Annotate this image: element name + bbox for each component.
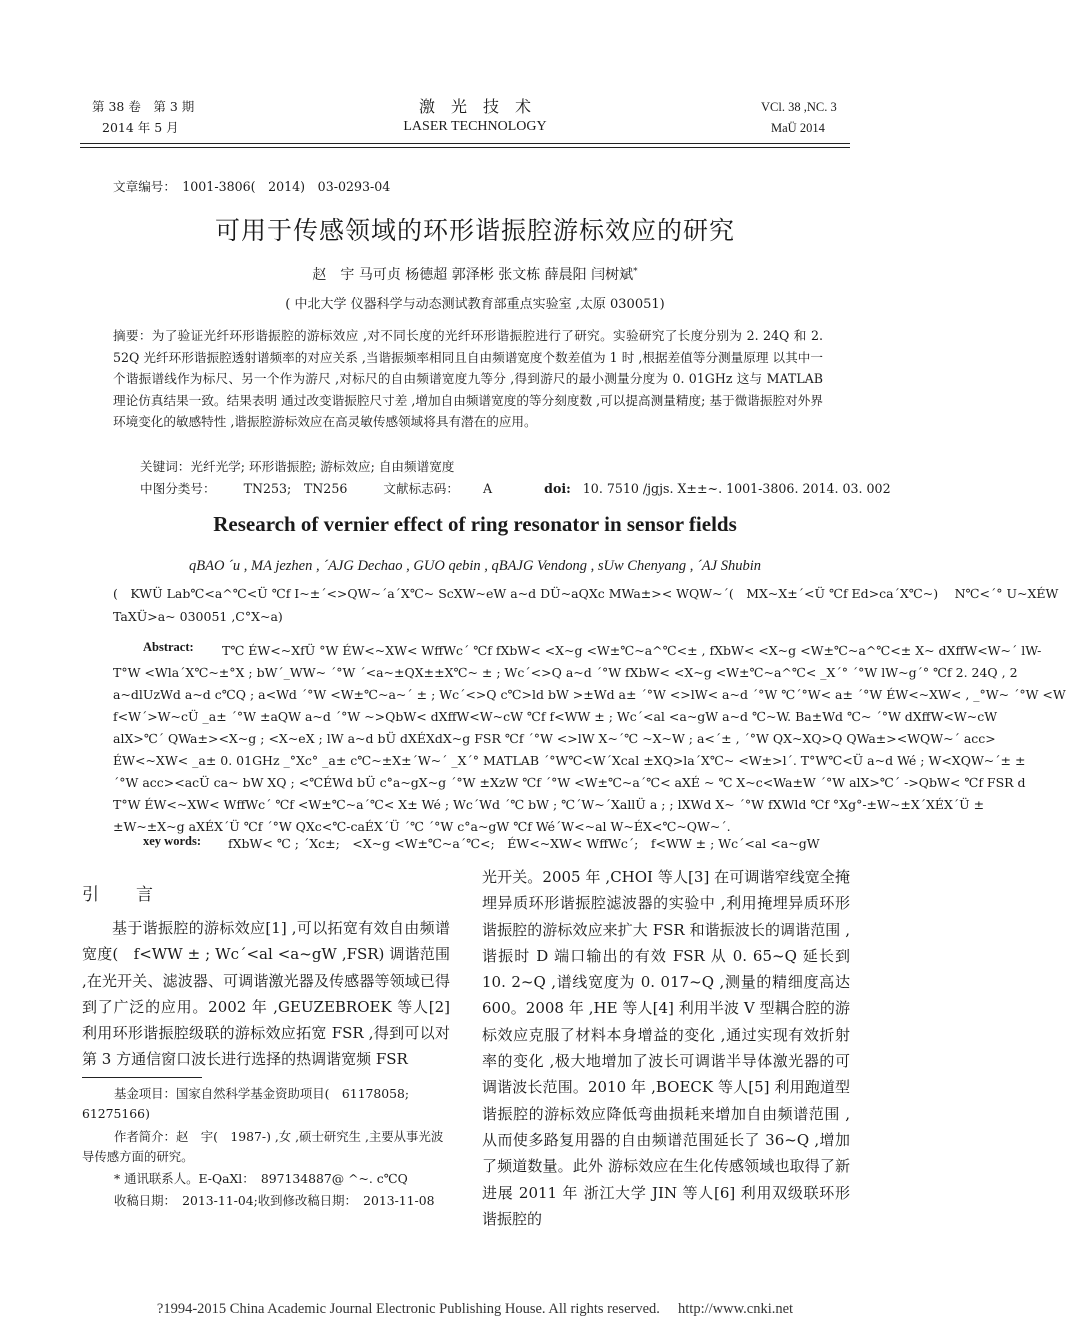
header-rule-thin (80, 147, 850, 148)
footnote-funding: 基金项目：国家自然科学基金资助项目( 61178058; 61275166) (82, 1086, 410, 1121)
footnote-dates: 收稿日期： 2013-11-04;收到修改稿日期： 2013-11-08 (114, 1193, 435, 1208)
authors-cn (0, 264, 950, 284)
section-heading-intro: 引 言 (82, 885, 163, 905)
abstract-en-line: ±W~±X~g aXÉX´Ü ℃f ´°W QXc<℃-caÉX´Ü ´℃ ´°W c°a~gW ℃f Wé´W<~al W~ÉX<℃~QW~´. (113, 819, 731, 834)
clc-label: 中图分类号： (140, 481, 216, 496)
journal-name-en: LASER TECHNOLOGY (403, 119, 547, 134)
issue-date-cn: 2014 年 5 月 (102, 120, 179, 135)
footnote-contact: * 通讯联系人。E-QaXl： 897134887@ ^~. c℃Q (114, 1171, 408, 1186)
issue-date-en: MaÜ 2014 (771, 121, 825, 135)
abstract-en-line: ´°W acc><acÜ ca~ bW XQ ; <℃ÉWd bÜ c°a~gX~g ´°W ±XzW ℃f ´°W <W±℃~a´℃< aXÉ ~ ℃ X~c<Wa±W ´°W alX>℃´ ->QbW< ℃f FSR d (113, 775, 1026, 790)
footnote-author-bio: 作者简介：赵 宇( 1987-) ,女 ,硕士研究生 ,主要从事光波导传感方面的研究。 (82, 1129, 444, 1164)
article-id: 文章编号： 1001-3806( 2014) 03-0293-04 (113, 179, 391, 194)
volume-en: VCl. 38 ,NC. 3 (761, 100, 837, 114)
authors-cn-names: 赵 宇 马可贞 杨德超 郭泽彬 张文栋 薛晨阳 闫树斌 (312, 267, 634, 283)
title-en: Research of vernier effect of ring resonator in sensor fields (213, 512, 737, 536)
affiliation-en-line-1: ( KWÜ Lab℃<a^℃<Ü ℃f I~±´<>QW~´a´X℃~ ScXW~eW a~d DÜ~aQXc MWa±>< WQW~´( MX~X±´<Ü ℃f Ed>ca´X℃~) N℃<´° U~XÉW (113, 586, 1059, 601)
abstract-en-line: f<W´>W~cÜ _a± ´°W ±aQW a~d ´°W ~>QbW< dXffW<W~cW ℃f f<WW ± ; Wc´<al <a~gW a~d ℃~W. Ba±Wd ℃~ ´°W dXffW<W~cW (113, 709, 998, 724)
header-rule (80, 143, 850, 144)
authors-en: qBAO ´u , MA jezhen , ´AJG Dechao , GUO qebin , qBAJG Vendong , sUw Chenyang , ´AJ Shubin (189, 558, 761, 574)
affiliation-cn: ( 中北大学 仪器科学与动态测试教育部重点实验室 ,太原 030051) (285, 297, 665, 312)
keywords-cn: 关键词：光纤光学; 环形谐振腔; 游标效应; 自由频谱宽度 (140, 459, 455, 474)
abstract-cn: 摘要：为了验证光纤环形谐振腔的游标效应 ,对不同长度的光纤环形谐振腔进行了研究。实验研究了长度分别为 2. 24Q 和 2. 52Q 光纤环形谐振腔透射谱频率的对应关系 ,当谐振频率相同且自由频谱宽度个数差值为 1 时 ,根据差值等分测量原理 以其中一个谐振谱线作为标尺、另一个作为游尺 ,对标尺的自由频谱宽度九等分 ,得到游尺的最小测量分度为 0. 01GHz 这与 MATLAB 理论仿真结果一致。结果表明 通过改变谐振腔尺寸差 ,增加自由频谱宽度的等分刻度数 ,可以提高测量精度; 基于微谐振腔对外界环境变化的敏感特性 ,谐振腔游标效应在高灵敏传感领域将具有潜在的应用。 (113, 328, 823, 430)
classification-row (140, 479, 891, 499)
corresponding-author-mark: * (633, 266, 638, 277)
abstract-en-label: Abstract: (143, 640, 194, 654)
abstract-en-line: alX>℃´ QWa±><X~g ; <X~eX ; lW a~d bÜ dXÉXdX~g FSR ℃f ´°W <>lW X~´℃ ~X~W ; a<´± , ´°W QX~XQ>Q QWa±><WQW~´ acc> (113, 731, 996, 746)
abstract-en-line: T°W <Wla´X℃~±°X ; bW´_WW~ ´°W ´<a~±QX±±X℃~ ± ; Wc´<>Q a~d ´°W fXbW< <X~g <W±℃~a^℃< _X´° ´°W lW~g´° ℃f 2. 24Q , 2 (113, 665, 1018, 680)
affiliation-en-line-2: TaXÜ>a~ 030051 ,C°X~a) (113, 609, 283, 624)
doc-code-label: 文献标志码： (383, 481, 459, 496)
abstract-en-line: a~dlUzWd a~d c℃Q ; a<Wd ´°W <W±℃~a~´ ± ; Wc´<>Q c℃>ld bW >±Wd a± ´°W <>lW< a~d ´°W ℃´°W< a± ´°W ÉW<~XW< , _°W~ ´°W <W (113, 687, 1066, 702)
doi-value: 10. 7510 /jgjs. X±±~. 1001-3806. 2014. 03. 002 (582, 481, 891, 496)
keywords-en: fXbW< ℃ ; ´Xc±; <X~g <W±℃~a´℃<; ÉW<~XW< WffWc´; f<WW ± ; Wc´<al <a~gW (228, 836, 820, 851)
intro-paragraph-right: 光开关。2005 年 ,CHOI 等人[3] 在可调谐窄线宽全掩埋异质环形谐振腔滤波器的实验中 ,利用掩埋异质环形谐振腔的游标效应来扩大 FSR 和谐振波长的调谐范围 ,谐振时 D 端口输出的有效 FSR 从 0. 65~Q 延长到10. 2~Q ,谱线宽度为 0. 017~Q ,测量的精细度高达 600。2008 年 ,HE 等人[4] 利用半波 V 型耦合腔的游标效应克服了材料本身增益的变化 ,通过实现有效折射率的变化 ,极大地增加了波长可调谐半导体激光器的可调谐波长范围。2010 年 ,BOECK 等人[5] 利用跑道型谐振腔的游标效应降低弯曲损耗来增加自由频谱范围 ,从而使多路复用器的自由频谱范围延长了 36~Q ,增加了频道数量。此外 游标效应在生化传感领域也取得了新进展 2011 年 浙江大学 JIN 等人[6] 利用双级联环形谐振腔的 (482, 868, 850, 1228)
keywords-en-label: xey words: (143, 834, 201, 848)
clc-value: TN253; TN256 (243, 481, 348, 496)
title-cn: 可用于传感领域的环形谐振腔游标效应的研究 (214, 216, 735, 245)
footnote-rule (82, 1077, 202, 1078)
copyright-footer: ?1994-2015 China Academic Journal Electronic Publishing House. All rights reserved. http://www.cnki.net (156, 1301, 794, 1317)
intro-paragraph-left: 基于谐振腔的游标效应[1] ,可以拓宽有效自由频谱宽度( f<WW ± ; Wc´<al <a~gW ,FSR) 调谐范围 ,在光开关、滤波器、可调谐激光器及传感器等领域已得到了广泛的应用。2002 年 ,GEUZEBROEK 等人[2] 利用环形谐振腔级联的游标效应拓宽 FSR ,得到可以对第 3 方通信窗口波长进行选择的热调谐宽频 FSR (82, 919, 450, 1069)
doi-label: doi: (544, 481, 571, 496)
abstract-en-line: T℃ ÉW<~XfÜ °W ÉW<~XW< WffWc´ ℃f fXbW< <X~g <W±℃~a^℃<± , fXbW< <X~g <W±℃~a^℃<± X~ dXffW<W~´ lW- (222, 643, 1042, 658)
volume-issue: 第 38 卷 第 3 期 (92, 99, 195, 114)
doc-code-value: A (482, 481, 493, 496)
abstract-en-line: T°W ÉW<~XW< WffWc´ ℃f <W±℃~a´℃< X± Wé ; Wc´Wd ´℃ bW ; ℃´W~´XallÜ a ; ; lXWd X~ ´°W fXWld ℃f °Xg°-±W~±X´XÉX´Ü ± (113, 797, 985, 812)
journal-name-cn: 激 光 技 术 (418, 97, 531, 116)
abstract-en-line: ÉW<~XW< _a± 0. 01GHz _°Xc° _a± c℃~±X±´W~´ _X´° MATLAB ´°W℃<W´Xcal ±XQ>la´X℃~ <W±>l´. T°W℃<Ü a~d Wé ; W<XQW~´± ± (113, 753, 1026, 768)
